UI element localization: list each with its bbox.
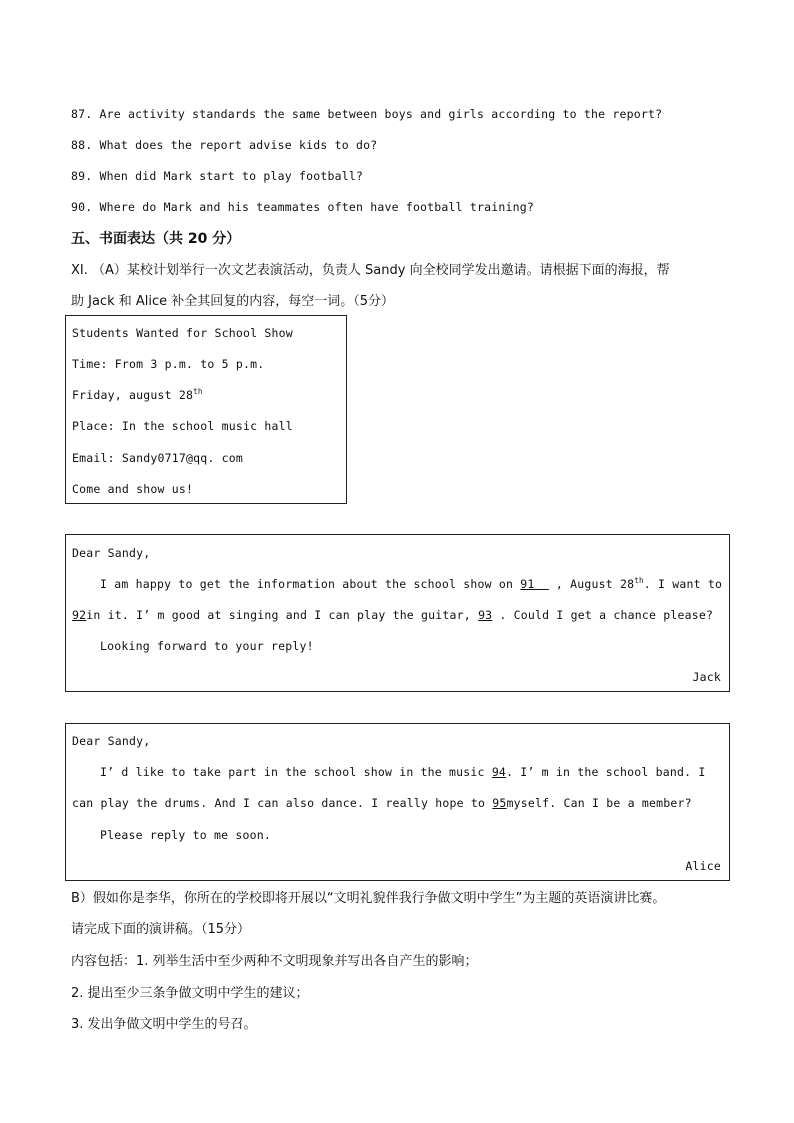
letter-alice-line1: I’ d like to take part in the school show in the music 94. I’ m in the school band. I xyxy=(100,765,706,779)
part-b-line1: B）假如你是李华，你所在的学校即将开展以“文明礼貌伴我行争做文明中学生”为主题的英语演讲比赛。 xyxy=(71,891,666,906)
poster-email: Email: Sandy0717@qq. com xyxy=(72,451,243,465)
poster-box xyxy=(65,315,347,504)
letter-jack-line2: 92in it. I’ m good at singing and I can play the guitar, 93 . Could I get a chance please? xyxy=(72,608,714,622)
letter-alice-greeting: Dear Sandy, xyxy=(72,734,151,748)
part-b-content-label: 内容包括：1. 列举生活中至少两种不文明现象并写出各自产生的影响； xyxy=(71,954,478,969)
blank-93[interactable]: 93 xyxy=(478,608,493,622)
letter-jack-line1: I am happy to get the information about the school show on 91 , August 28th. I want to xyxy=(100,576,723,591)
part-a-intro-line2: 助 Jack 和 Alice 补全其回复的内容，每空一词。（5分） xyxy=(71,294,395,309)
blank-95[interactable]: 95 xyxy=(492,796,507,810)
letter-alice-line3: Please reply to me soon. xyxy=(100,828,271,842)
part-b-item2: 2. 提出至少三条争做文明中学生的建议； xyxy=(71,986,309,1001)
question-88: 88. What does the report advise kids to do? xyxy=(71,138,378,152)
poster-place: Place: In the school music hall xyxy=(72,419,293,433)
part-b-line2: 请完成下面的演讲稿。（15分） xyxy=(71,922,251,937)
letter-jack-line3: Looking forward to your reply! xyxy=(100,639,314,653)
letter-alice-line2: can play the drums. And I can also dance. I really hope to 95myself. Can I be a member? xyxy=(72,796,692,810)
section-title: 五、书面表达（共 20 分） xyxy=(71,231,241,247)
blank-91[interactable]: 91 xyxy=(520,577,549,591)
part-b-item3: 3. 发出争做文明中学生的号召。 xyxy=(71,1017,257,1032)
letter-jack-greeting: Dear Sandy, xyxy=(72,546,151,560)
poster-closing: Come and show us! xyxy=(72,482,194,496)
poster-date: Friday, august 28th xyxy=(72,387,203,402)
question-90: 90. Where do Mark and his teammates often have football training? xyxy=(71,200,535,214)
blank-94[interactable]: 94 xyxy=(491,765,507,779)
poster-title: Students Wanted for School Show xyxy=(72,326,293,340)
part-a-intro-line1: XI. （A）某校计划举行一次文艺表演活动，负责人 Sandy 向全校同学发出邀请。请根据下面的海报，帮 xyxy=(71,263,670,278)
question-87: 87. Are activity standards the same between boys and girls according to the report? xyxy=(71,107,663,121)
letter-alice-signature: Alice xyxy=(685,859,721,873)
question-89: 89. When did Mark start to play football? xyxy=(71,169,364,183)
letter-jack-signature: Jack xyxy=(692,670,721,684)
poster-time: Time: From 3 p.m. to 5 p.m. xyxy=(72,357,265,371)
blank-92[interactable]: 92 xyxy=(72,608,87,622)
